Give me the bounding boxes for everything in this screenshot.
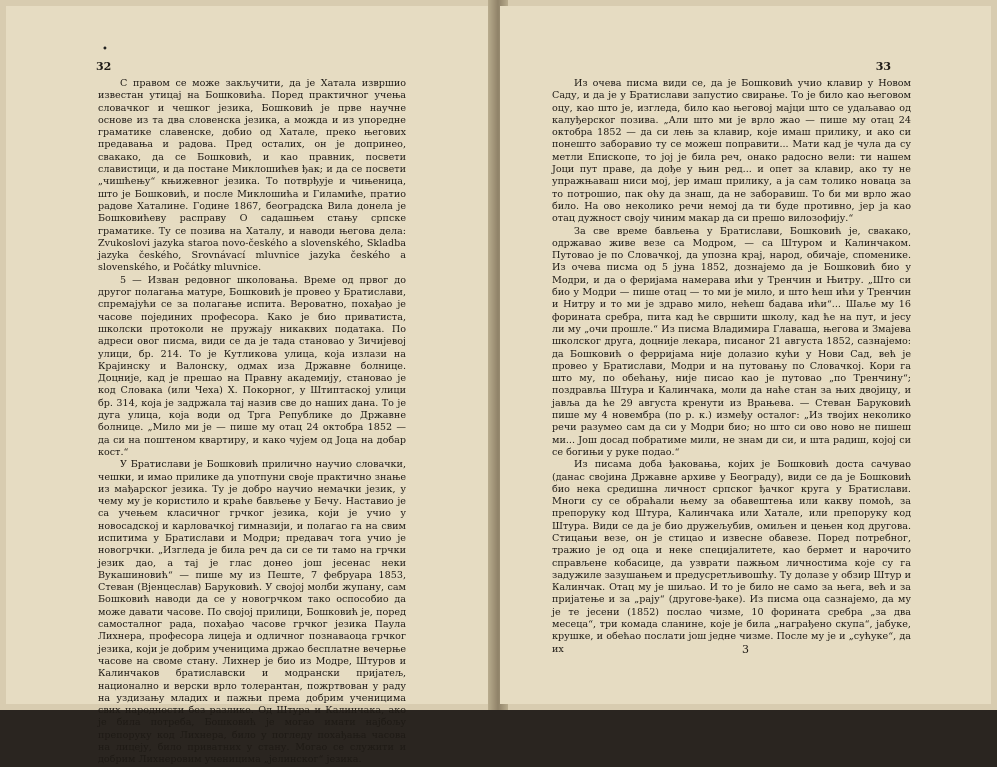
page-number-left: 32 <box>96 60 112 73</box>
paragraph: 5 — Изван редовног школовања. Време од првог до другог полагања матуре, Бошковић је провео у Братислави, спремајући се за полагање испита. Вероватно, похађао је часове појединих професора. Како је био приватиста, школски протоколи не пружају никаквих података. По адреси овог писма, види се да је тада становао у Зичијевој улици, бр. 214. То је Кутликова улица, која излази на Крајинску и Валонску, одмах иза Државне болнице. Доцније, кад је прешао на Правну академију, становао је код Словака (или Чеха) Х. Покорног, у Штиптаској улици бр. 314, која је задржала тај назив све до наших дана. То је дуга улица, која води од Трга Републике до Државне болнице. „Мило ми је — пише му отац 24 октобра 1852 — да си на поштеном квартиру, и како чујем од Јоца на добар кост.“ <box>98 274 406 458</box>
paragraph: Из очева писма види се, да је Бошковић учио клавир у Новом Саду, и да је у Братислави запустио свирање. То је било као његовом оцу, као што је, изгледа, било као његовој мајци што се удаљавао од калуђерског позива. „Али што ми је врло жао — пише му отац 24 октобра 1852 — да си лењ за клавир, које имаш прилику, и ако си понешто заборавио ту се можеш поправити... Мати кад је чула да су метли Епископе, то јој је била реч, онако радосно вели: ти нашем Јоци пут праве, да дође у њин ред... и опет за клавир, ако ту не упражњаваш ниси мој, јер имаш прилику, а ја сам толико новаца за то потрошио, пак оћу да знаш, да не заборавиш. То би ми врло жао било. На ово неколико речи немој да ти буде противно, јер ја као отац дужност своју чиним макар да си прешо вилозофију.“ <box>552 78 911 225</box>
left-page <box>6 6 492 766</box>
paragraph: С правом се може закључити, да је Хатала извршио известан утицај на Бошковића. Поред практичног учења словачког и чешког језика, Бошковић је прве научне основе из та два словенска језика, а можда и из упоредне граматике славенске, добио од Хатале, преко његових предавања и радова. Пред осталих, он је допринео, свакако, да се Бошковић, и као правник, посвети славистици, и да постане Миклошићев ђак; и да се посвети „чишћењу“ књижевног језика. То потврђује и чињеница, што је Бошковић, и после Миклошића и Гиламиће, пратио радове Хаталине. Године 1867, београдска Вила донела је Бошковићеву расправу О садашњем стању српске граматике. Ту се позива на Хаталу, и наводи његова дела: Zvukoslovi jazyka staroa novo-českého a slovenského, Skladba jazyka českého, Srovnávací mluvnice jazyka českého a slovenského, и Počátky mluvnice. <box>98 78 406 274</box>
left-page-text <box>98 78 406 767</box>
page-number-right: 33 <box>875 60 891 73</box>
paragraph: Из писама доба ђаковања, којих је Бошковић доста сачувао (данас својина Државне архиве у Београду), види се да је Бошковић био нека средишна личност српског ђачког круга у Братислави. Многи су се обраћали њему за обавештења или какву помоћ, за препоруку код Штура, Калинчака или Хатале, или препоруку код Штура. Види се да је био дружељубив, омиљен и цењен код другова. Стицањи везе, он је стицао и извесне обавезе. Поред потребног, тражио је од оца и неке специјалитете, као бермет и нарочито справљене кобасице, да узврати пажњом личностима које су га задужиле зазушањем и предусретљивошћу. Ту долазе у обзир Штур и Калинчак. Отац му је шиљао. И то је било не само за њега, већ и за пријатење и за „рају“ (другове-ђаке). Из писма оца сазнајемо, да му је те јесени (1852) послао чизме, 10 форината сребра „за два месеца“, три комада сланине, које је била „награђено скупа“, јабуке, крушке, и обећао послати још једне чизме. После му је и „сућуке“, да их <box>552 459 911 655</box>
right-page-text <box>552 78 911 656</box>
footer-signature-mark: 3 <box>742 643 749 656</box>
page-marker: • <box>102 44 108 55</box>
paragraph: У Братислави је Бошковић прилично научио словачки, чешки, и имао прилике да употпуни своје практично знање из мађарског језика. Ту је добро научио немачки језик, у чему му је користило и краће бављење у Бечу. Наставио је са учењем класичног грчког језика, који је учио у новосадској и карловачкој гимназији, и полагао га на свим испитима у Братислави и Модри; предавач тога учио је новогрчки. „Изгледа је била реч да си се ти тамо на грчки језик дао, а тај је глас донео још јесенас неки Вукашиновић“ — пише му из Пеште, 7 фебруара 1853, Стеван (Вјенцеслав) Баруковић. У својој молби жупану, сам Бошковић наводи да се у новогрчком тако оспособио да може давати часове. По својој прилици, Бошковић је, поред самосталног рада, похађао часове грчког језика Паула Лихнера, професора лицеја и одличног познаваоца грчког језика, који је добрим ученицима држао бесплатне вечерње часове на своме стану. Лихнер је био из Модре, Штуров и Калинчаков братиславски и модрански пријатељ, национално и верски врло толерантан, пожртвован у раду на уздизању младих и пажњи према добрим ученицима свих народности без разлике. Од Штура и Калинчака, ако је била потреба, Бошковић је могао имати најбољу препоруку код Лихнера, било у погледу похађања часова на лицеју, било приватних у стану. Могао се служити и добрим Лихнеровим ученицима „јелинског“ језика. <box>98 459 406 766</box>
paragraph: За све време бављења у Братислави, Бошковић је, свакако, одржавао живе везе са Модром, — са Штуром и Калинчаком. Путовао је по Словачкој, да упозна крај, народ, обичаје, споменике. Из очева писма од 5 јуна 1852, дознајемо да је Бошковић био у Модри, и да о феријама намерава ићи у Тренчин и Њитру. „Што си био у Модри — пише отац — то ми је мило, и што ћеш ићи у Тренчин и Нитру и то ми је здраво мило, нећеш бадава ићи“... Шаље му 16 форината сребра, пита кад ће свршити школу, кад ће на пут, и јесу ли му „очи прошле.“ Из писма Владимира Главаша, његова и Змајева школског друга, доцније лекара, писаног 21 августа 1852, сазнајемо: да Бошковић о ферријама није долазио кући у Нови Сад, већ је провео у Братислави, Модри и на путовању по Словачкој. Кори га што му, по обећању, није писао као је путовао „по Тренчину“; поздравља Штура и Калинчака, моли да наће стан за њих двојицу, и јавља да ће 29 августа кренути из Врањева. — Стеван Баруковић пише му 4 новембра (по р. к.) између осталог: „Из твојих неколико речи разумео сам да си у Модри био; но што си ово ново не пишеш ми... Још досад побратиме мили, не знам ди си, и шта радиш, којој си се богињи у руке подао.“ <box>552 225 911 458</box>
right-page <box>500 6 991 704</box>
